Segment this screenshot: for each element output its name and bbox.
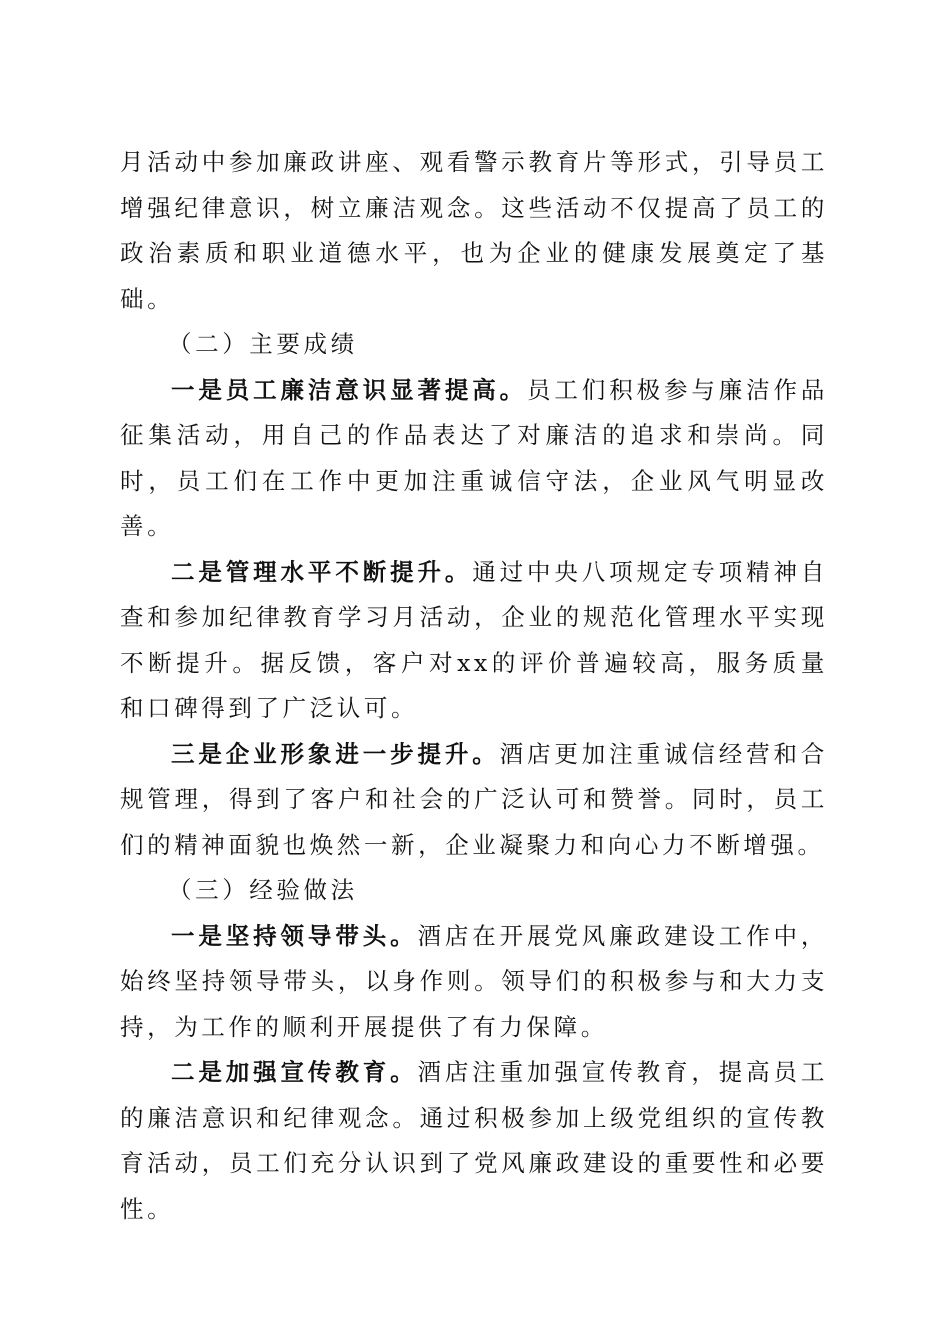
- paragraph-corporate-image: [120, 732, 828, 869]
- paragraph-lead: 一是坚持领导带头。: [171, 921, 418, 950]
- section-heading-experience: （三）经验做法: [168, 876, 358, 904]
- paragraph-publicity-education: [120, 1050, 828, 1232]
- paragraph-leadership: [120, 914, 828, 1051]
- paragraph-lead: 二是管理水平不断提升。: [171, 557, 473, 586]
- paragraph-text: 酒店更加注重诚信经营和合规管理，得到了客户和社会的广泛认可和赞誉。同时，员工们的精神面貌也焕然一新，企业凝聚力和向心力不断增强。: [120, 739, 828, 859]
- paragraph-text: 员工们积极参与廉洁作品征集活动，用自己的作品表达了对廉洁的追求和崇尚。同时，员工们在工作中更加注重诚信守法，企业风气明显改善。: [120, 375, 828, 540]
- paragraph-continuation: [120, 140, 828, 322]
- paragraph-lead: 三是企业形象进一步提升。: [171, 739, 500, 768]
- paragraph-text: 酒店注重加强宣传教育，提高员工的廉洁意识和纪律观念。通过积极参加上级党组织的宣传教育活动，员工们充分认识到了党风廉政建设的重要性和必要性。: [120, 1058, 828, 1223]
- paragraph-lead: 二是加强宣传教育。: [171, 1058, 418, 1086]
- paragraph-text: 酒店在开展党风廉政建设工作中，始终坚持领导带头，以身作则。领导们的积极参与和大力支持，为工作的顺利开展提供了有力保障。: [120, 921, 828, 1041]
- paragraph-text: 通过中央八项规定专项精神自查和参加纪律教育学习月活动，企业的规范化管理水平实现不断提升。据反馈，客户对xx的评价普遍较高，服务质量和口碑得到了广泛认可。: [120, 557, 828, 722]
- paragraph-text: 月活动中参加廉政讲座、观看警示教育片等形式，引导员工增强纪律意识，树立廉洁观念。这些活动不仅提高了员工的政治素质和职业道德水平，也为企业的健康发展奠定了基础。: [120, 148, 828, 313]
- paragraph-management-level: [120, 550, 828, 732]
- document-page: [120, 140, 828, 1232]
- paragraph-lead: 一是员工廉洁意识显著提高。: [171, 375, 528, 404]
- paragraph-integrity-awareness: [120, 368, 828, 550]
- section-heading-achievements: （二）主要成绩: [168, 330, 358, 358]
